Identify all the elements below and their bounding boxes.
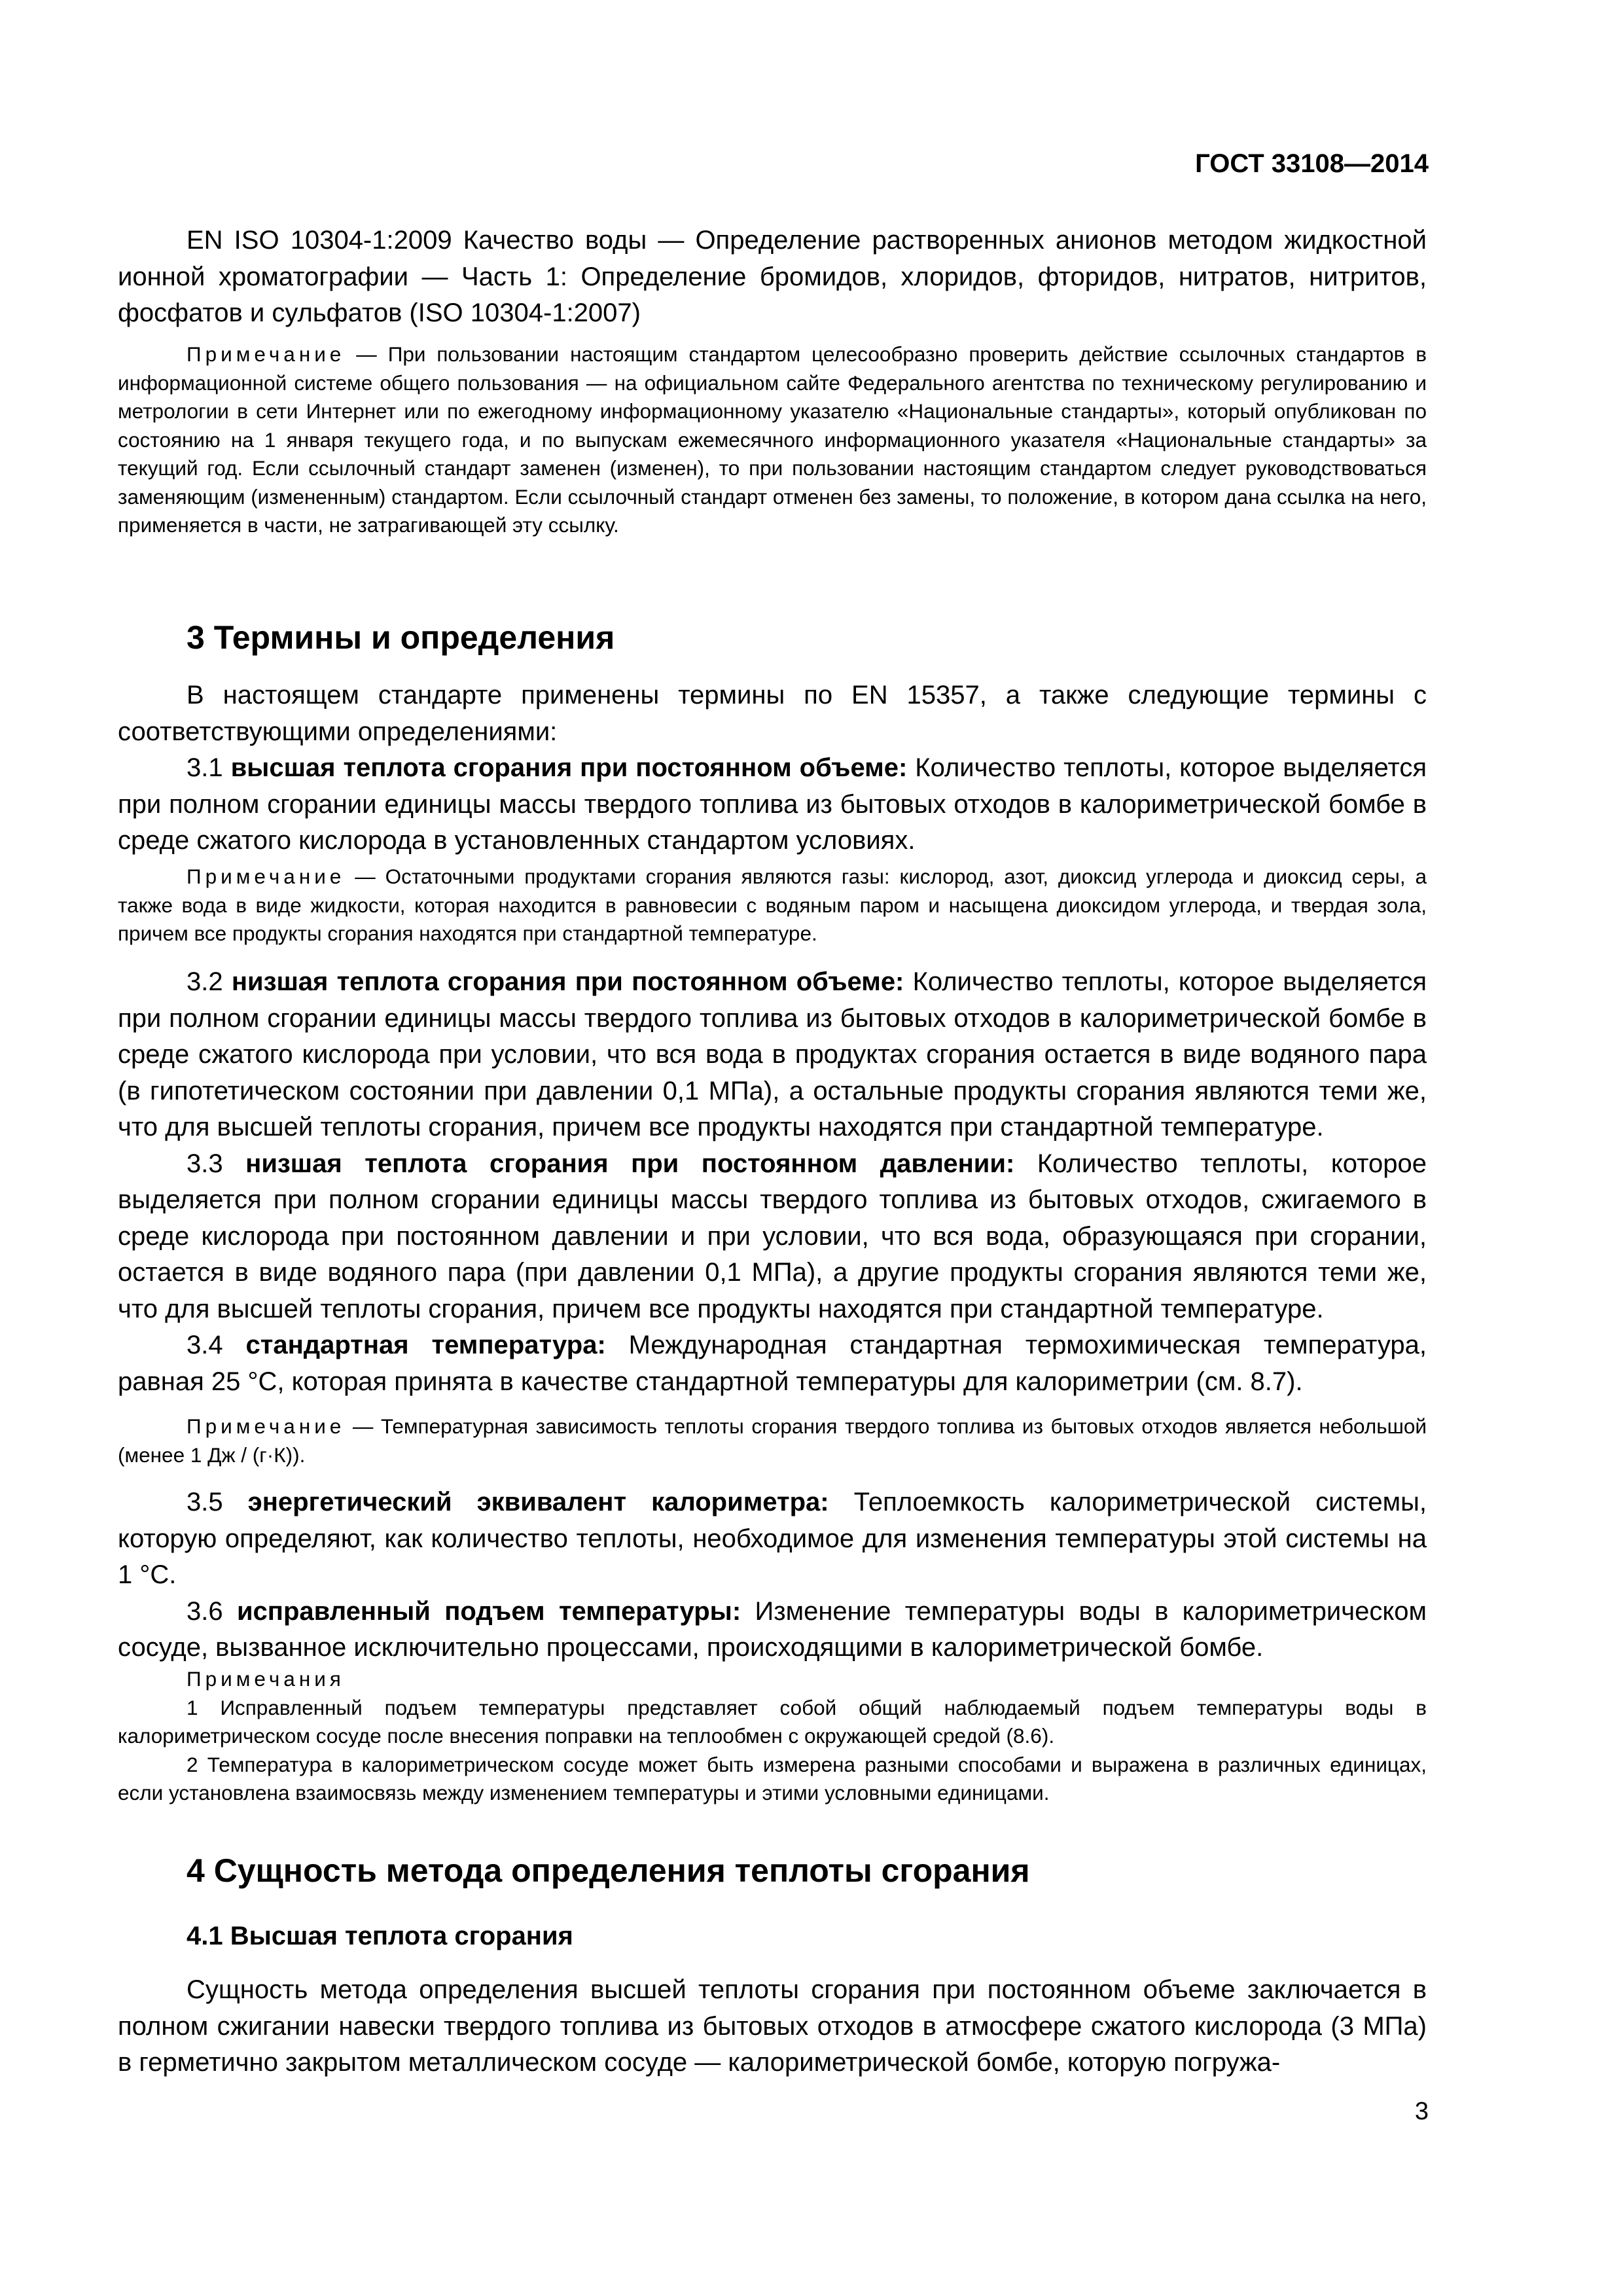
section-heading: 4 Сущность метода определения теплоты сгорания xyxy=(187,1852,1030,1889)
term-definition: Международная стандартная термохимическая температура, равная 25 °С, которая принята в качестве стандартной температуры для калориметрии (см. 8.7). xyxy=(118,1331,1427,1396)
term-definition: Теплоемкость калориметрической системы, которую определяют, как количество теплоты, необходимое для изменения температуры этой системы на 1 °С. xyxy=(118,1488,1427,1589)
term-3-4 xyxy=(118,1327,1427,1400)
term-name: низшая теплота сгорания при постоянном давлении: xyxy=(245,1149,1015,1178)
term-name: стандартная температура: xyxy=(245,1331,606,1359)
term-3-2 xyxy=(118,964,1427,1146)
note-item: 1 Исправленный подъем температуры представляет собой общий наблюдаемый подъем температуры воды в калориметрическом сосуде после внесения поправки на теплообмен с окружающей средой (8.6). xyxy=(118,1695,1427,1748)
reference-note xyxy=(118,340,1427,540)
term-number: 3.5 xyxy=(187,1488,248,1516)
subsection-4-1-heading-block xyxy=(118,1922,1427,1951)
subsection-heading: 4.1 Высшая теплота сгорания xyxy=(187,1922,573,1950)
term-3-6 xyxy=(118,1594,1427,1666)
page-number: 3 xyxy=(1414,2098,1429,2125)
section-3-heading-block xyxy=(118,619,1427,656)
term-number: 3.6 xyxy=(187,1596,237,1626)
term-name: исправленный подъем температуры: xyxy=(236,1596,741,1626)
note-3-1 xyxy=(118,863,1427,948)
note-label: Примечание xyxy=(187,865,346,888)
note-label: Примечание xyxy=(187,342,346,366)
normative-reference-entry xyxy=(118,223,1427,332)
term-3-5 xyxy=(118,1484,1427,1594)
section-text: Сущность метода определения высшей теплоты сгорания при постоянном объеме заключается в полном сжигании навески твердого топлива из бытовых отходов в атмосфере сжатого кислорода (3 МПа) в герметично закрытом металлическом сосуде — калориметрической бомбе, которую погружа- xyxy=(118,1975,1427,2077)
section-3-body xyxy=(118,677,1427,859)
terms-3-5-3-6 xyxy=(118,1484,1427,1666)
term-definition: Количество теплоты, которое выделяется при полном сгорании единицы массы твердого топлива из бытовых отходов, сжигаемого в среде кислорода при постоянном давлении и при условии, что вся вода, образующаяся при сгорании, остается в виде водяного пара (при давлении 0,1 МПа), а другие продукты сгорания являются теми же, что для высшей теплоты сгорания, причем все продукты находятся при стандартной температуре. xyxy=(118,1149,1427,1323)
term-name: высшая теплота сгорания при постоянном объеме: xyxy=(230,753,908,782)
term-name: низшая теплота сгорания при постоянном объеме: xyxy=(231,967,904,996)
term-number: 3.3 xyxy=(187,1149,246,1178)
note-text: — При пользовании настоящим стандартом целесообразно проверить действие ссылочных стандартов в информационной системе общего пользования — на официальном сайте Федерального агентства по техническому регулированию и метрологии в сети Интернет или по ежегодному информационному указателю «Национальные стандарты», который опубликован по состоянию на 1 января текущего года, и по выпускам ежемесячного информационного указателя «Национальные стандарты» за текущий год. Если ссылочный стандарт заменен (изменен), то при пользовании настоящим стандартом следует руководствоваться заменяющим (измененным) стандартом. Если ссылочный стандарт отменен без замены, то положение, в котором дана ссылка на него, применяется в части, не затрагивающей эту ссылку. xyxy=(118,342,1427,537)
term-definition: Количество теплоты, которое выделяется при полном сгорании единицы массы твердого топлива из бытовых отходов в калориметрической бомбе в среде сжатого кислорода в установленных стандартом условиях. xyxy=(118,753,1427,855)
note-item: 2 Температура в калориметрическом сосуде может быть измерена разными способами и выражена в различных единицах, если установлена взаимосвязь между изменением температуры и этими условными единицами. xyxy=(118,1752,1427,1804)
note-label: Примечание xyxy=(187,1414,346,1438)
section-4-body xyxy=(118,1972,1427,2081)
note-text: — Температурная зависимость теплоты сгорания твердого топлива из бытовых отходов является небольшой (менее 1 Дж / (г·К)). xyxy=(118,1414,1427,1467)
term-number: 3.4 xyxy=(187,1331,246,1359)
section-intro: В настоящем стандарте применены термины по EN 15357, а также следующие термины с соответствующими определениями: xyxy=(118,681,1427,746)
notes-3-6 xyxy=(118,1665,1427,1808)
note-3-4 xyxy=(118,1412,1427,1469)
term-definition: Изменение температуры воды в калориметрическом сосуде, вызванное исключительно процессами, происходящими в калориметрической бомбе. xyxy=(118,1596,1427,1662)
term-definition: Количество теплоты, которое выделяется при полном сгорании единицы массы твердого топлива из бытовых отходов в калориметрической бомбе в среде сжатого кислорода при условии, что вся вода в продуктах сгорания остается в виде водяного пара (в гипотетическом состоянии при давлении 0,1 МПа), а остальные продукты сгорания являются теми же, что для высшей теплоты сгорания, причем все продукты находятся при стандартной температуре. xyxy=(118,967,1427,1141)
notes-label: Примечания xyxy=(187,1667,345,1691)
document-id: ГОСТ 33108—2014 xyxy=(1195,149,1429,178)
section-4-heading-block xyxy=(118,1852,1427,1890)
section-heading: 3 Термины и определения xyxy=(187,619,615,656)
note-text: — Остаточными продуктами сгорания являются газы: кислород, азот, диоксид углерода и диоксид серы, а также вода в виде жидкости, которая находится в равновесии с водяным паром и насыщена диоксидом углерода, и твердая зола, причем все продукты сгорания находятся при стандартной температуре. xyxy=(118,865,1427,945)
term-3-1 xyxy=(118,750,1427,859)
terms-3-2-to-3-4 xyxy=(118,964,1427,1400)
term-number: 3.2 xyxy=(187,967,232,996)
term-name: энергетический эквивалент калориметра: xyxy=(247,1488,829,1516)
term-number: 3.1 xyxy=(187,753,231,782)
term-3-3 xyxy=(118,1146,1427,1328)
reference-text: EN ISO 10304-1:2009 Качество воды — Определение растворенных анионов методом жидкостной ионной хроматографии — Часть 1: Определение бромидов, хлоридов, фторидов, нитратов, нитритов, фосфатов и сульфатов (ISO 10304-1:2007) xyxy=(118,226,1427,327)
